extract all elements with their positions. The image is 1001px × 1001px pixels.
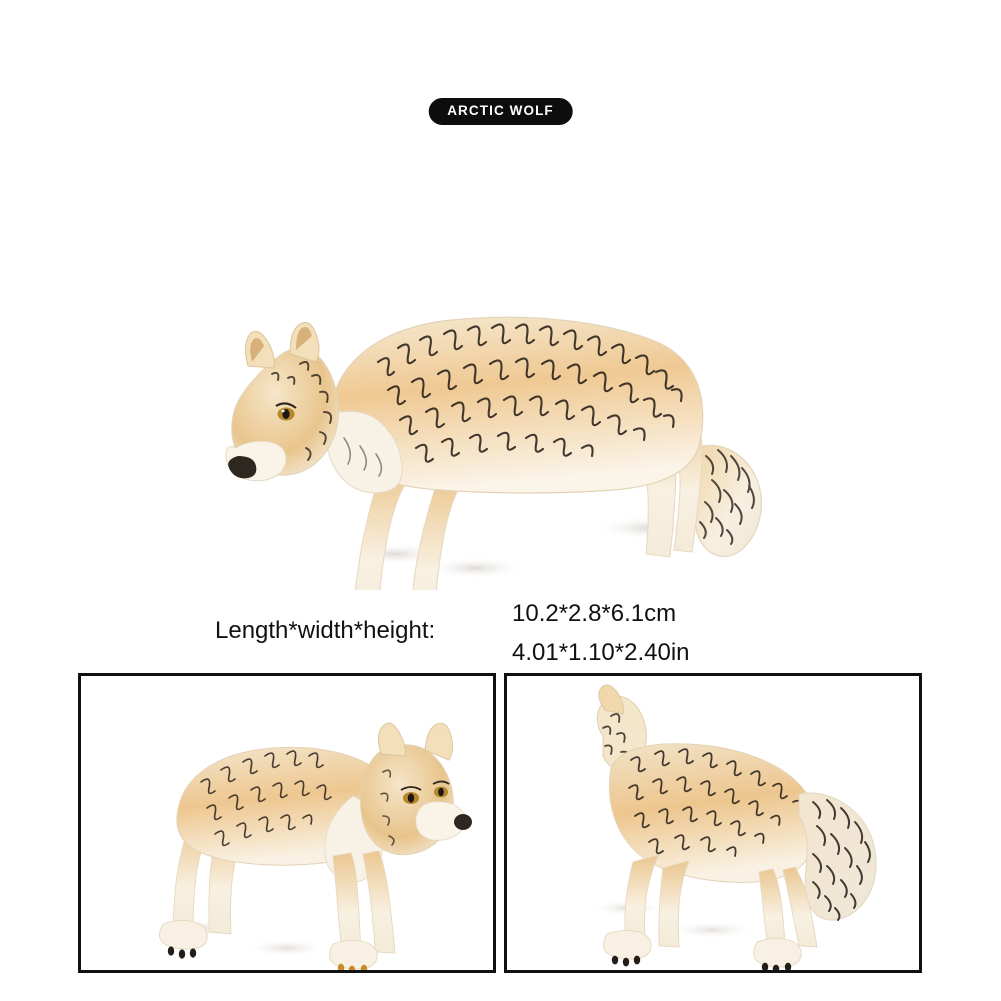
dimensions-label: Length*width*height: [215,617,436,644]
dimensions-imperial: 4.01*1.10*2.40in [512,638,690,666]
dimensions-metric: 10.2*2.8*6.1cm [512,600,677,627]
arctic-wolf-main-illustration [0,150,1001,590]
wolf-rear-howling-illustration [507,676,919,970]
dimensions-values [512,595,690,673]
wolf-front-three-quarter-illustration [81,676,493,970]
thumbnail-row [78,673,923,973]
product-title-badge: ARCTIC WOLF [428,98,573,125]
main-product-image [0,150,1001,590]
dimensions-block [215,595,835,680]
thumbnail-rear-view[interactable] [504,673,922,973]
thumbnail-front-view[interactable] [78,673,496,973]
